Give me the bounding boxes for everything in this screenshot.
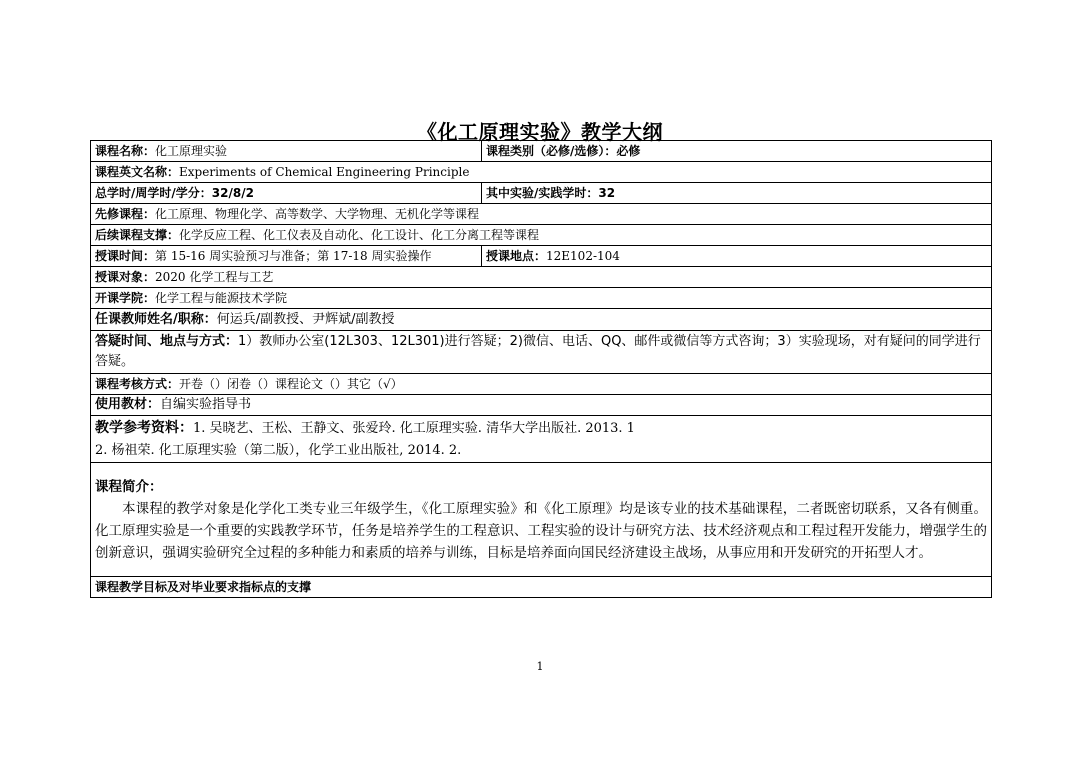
syllabus-table (90, 140, 992, 598)
followup-label: 后续课程支撑： (95, 228, 180, 242)
qa-label: 答疑时间、地点与方式： (95, 334, 239, 349)
time-value: 第 15-16 周实验预习与准备；第 17-18 周实验操作 (155, 249, 432, 263)
cell-teacher (91, 309, 992, 331)
teacher-label: 任课教师姓名/职称： (95, 311, 217, 327)
introduction-text: 本课程的教学对象是化学化工类专业三年级学生，《化工原理实验》和《化工原理》均是该专业的技术基础课程，二者既密切联系，又各有侧重。化工原理实验是一个重要的实践教学环节，任务是培养学生的工程意识、工程实验的设计与研究方法、技术经济观点和工程过程开发能力，增强学生的创新意识，强调实验研究全过程的多种能力和素质的培养与训练，目标是培养面向国民经济建设主战场，从事应用和开发研究的开拓型人才。 (95, 501, 987, 561)
lab-hours-label: 其中实验/实践学时： (486, 186, 599, 200)
row-time-location (91, 246, 992, 267)
row-assessment (91, 374, 992, 395)
college-label: 开课学院： (95, 291, 156, 305)
row-prerequisites (91, 204, 992, 225)
references-label: 教学参考资料： (95, 419, 193, 436)
cell-followup (91, 225, 992, 246)
cell-course-name (91, 141, 482, 162)
cell-qa (91, 331, 992, 374)
row-college (91, 288, 992, 309)
cell-audience (91, 267, 992, 288)
row-goals (91, 577, 992, 598)
course-type-value: 必修 (616, 144, 641, 158)
followup-value: 化学反应工程、化工仪表及自动化、化工设计、化工分离工程等课程 (179, 228, 540, 242)
time-label: 授课时间： (95, 249, 156, 263)
textbook-value: 自编实验指导书 (160, 397, 252, 412)
cell-college (91, 288, 992, 309)
cell-time (91, 246, 482, 267)
prerequisites-label: 先修课程： (95, 207, 156, 221)
course-name-label: 课程名称： (95, 144, 156, 158)
audience-value: 2020 化学工程与工艺 (155, 270, 274, 284)
audience-label: 授课对象： (95, 270, 156, 284)
textbook-label: 使用教材： (95, 397, 161, 412)
hours-value: 32/8/2 (211, 186, 254, 200)
row-hours (91, 183, 992, 204)
lab-hours-value: 32 (598, 186, 616, 200)
prerequisites-value: 化工原理、物理化学、高等数学、大学物理、无机化学等课程 (155, 207, 480, 221)
course-type-label: 课程类别（必修/选修）： (486, 144, 617, 158)
cell-lab-hours (482, 183, 992, 204)
row-qa (91, 331, 992, 374)
teacher-value: 何运兵/副教授、尹辉斌/副教授 (216, 311, 395, 327)
row-teacher (91, 309, 992, 331)
row-course-name (91, 141, 992, 162)
row-textbook (91, 395, 992, 416)
location-value: 12E102-104 (546, 249, 620, 263)
row-introduction (91, 463, 992, 577)
course-name-value: 化工原理实验 (155, 144, 228, 158)
cell-references (91, 416, 992, 463)
qa-value: 1）教师办公室(12L303、12L301)进行答疑；2)微信、电话、QQ、邮件或微信等方式咨询；3）实验现场，对有疑问的同学进行答疑。 (95, 334, 981, 369)
introduction-label: 课程简介： (95, 479, 163, 495)
cell-introduction (91, 463, 992, 577)
english-name-value: Experiments of Chemical Engineering Principle (179, 165, 470, 179)
row-english-name (91, 162, 992, 183)
page-number: 1 (536, 660, 544, 673)
cell-location (482, 246, 992, 267)
assessment-value: 开卷（）闭卷（）课程论文（）其它（√） (179, 377, 403, 391)
hours-label: 总学时/周学时/学分： (95, 186, 212, 200)
references-line-1 (95, 417, 987, 440)
goals-label: 课程教学目标及对毕业要求指标点的支撑 (95, 580, 312, 594)
cell-goals (91, 577, 992, 598)
reference-item-2: 2. 杨祖荣. 化工原理实验（第二版），化学工业出版社, 2014. 2. (95, 442, 462, 458)
row-followup (91, 225, 992, 246)
document-title: 《化工原理实验》教学大纲 (417, 120, 663, 144)
row-references (91, 416, 992, 463)
cell-prerequisites (91, 204, 992, 225)
cell-english-name (91, 162, 992, 183)
cell-course-type (482, 141, 992, 162)
reference-item-1: 1. 吴晓艺、王松、王静文、张爱玲. 化工原理实验. 清华大学出版社. 2013. 1 (193, 420, 635, 436)
assessment-label: 课程考核方式： (95, 377, 180, 391)
cell-hours (91, 183, 482, 204)
college-value: 化学工程与能源技术学院 (155, 291, 288, 305)
cell-assessment (91, 374, 992, 395)
cell-textbook (91, 395, 992, 416)
location-label: 授课地点： (486, 249, 547, 263)
row-audience (91, 267, 992, 288)
english-name-label: 课程英文名称： (95, 165, 180, 179)
